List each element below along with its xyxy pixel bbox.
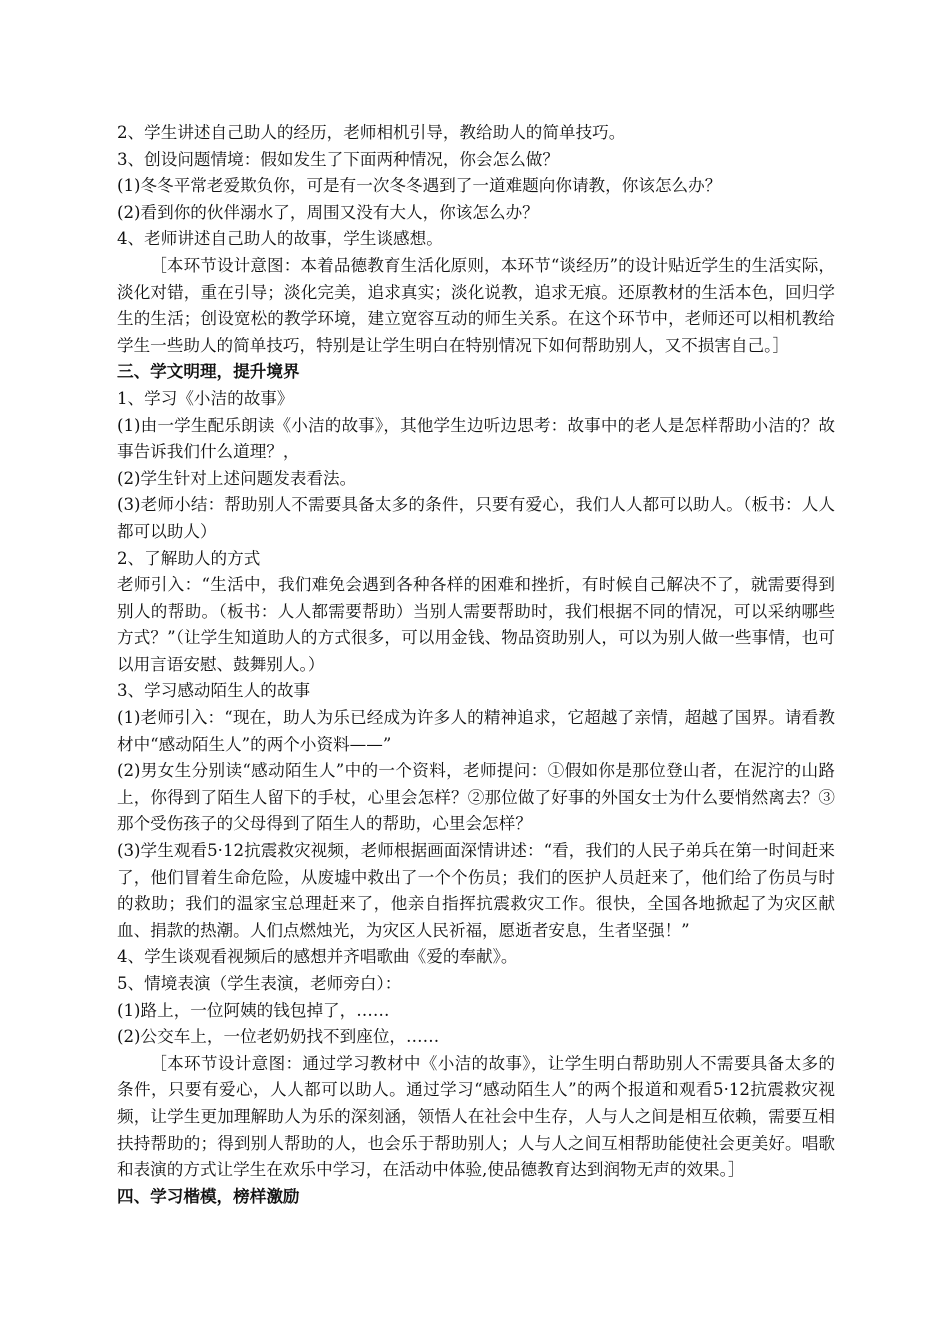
paragraph: (2)公交车上，一位老奶奶找不到座位，…… <box>117 1027 440 1047</box>
design-intent-note: ［本环节设计意图：本着品德教育生活化原则，本环节“谈经历”的设计贴近学生的生活实际，淡化对错，重在引导；淡化完美，追求真实；淡化说教，追求无痕。还原教材的生活本色，回归学生的生活；创设宽松的教学环境，建立宽容互动的师生关系。在这个环节中，老师还可以相机教给学生一些助人的简单技巧，特别是让学生明白在特别情况下如何帮助别人，又不损害自己。］ <box>117 255 835 355</box>
paragraph: (2)男女生分别读“感动陌生人”中的一个资料，老师提问：①假如你是那位登山者，在泥泞的山路上，你得到了陌生人留下的手杖，心里会怎样？②那位做了好事的外国女士为什么要悄然离去？③那个受伤孩子的父母得到了陌生人的帮助，心里会怎样？ <box>117 761 835 834</box>
paragraph: (1)老师引入：“现在，助人为乐已经成为许多人的精神追求，它超越了亲情，超越了国界。请看教材中“感动陌生人”的两个小资料——” <box>117 708 835 754</box>
paragraph: (2)学生针对上述问题发表看法。 <box>117 468 357 488</box>
paragraph: 4、老师讲述自己助人的故事，学生谈感想。 <box>117 229 443 249</box>
paragraph: (1)由一学生配乐朗读《小洁的故事》，其他学生边听边思考：故事中的老人是怎样帮助小洁的？故事告诉我们什么道理？， <box>117 415 835 462</box>
paragraph: 1、学习《小洁的故事》 <box>117 388 294 408</box>
paragraph: 3、学习感动陌生人的故事 <box>117 681 311 701</box>
paragraph: 2、学生讲述自己助人的经历，老师相机引导，教给助人的简单技巧。 <box>117 123 626 142</box>
paragraph: (3)学生观看5·12抗震救灾视频，老师根据画面深情讲述：“看，我们的人民子弟兵在第一时间赶来了，他们冒着生命危险，从废墟中救出了一个个伤员；我们的医护人员赶来了，他们给了伤员与时的救助；我们的温家宝总理赶来了，他亲自指挥抗震救灾工作。很快，全国各地掀起了为灾区献血、捐款的热潮。人们点燃烛光，为灾区人民祈福，愿逝者安息，生者坚强！” <box>117 841 835 940</box>
design-intent-note: ［本环节设计意图：通过学习教材中《小洁的故事》，让学生明白帮助别人不需要具备太多的条件，只要有爱心，人人都可以助人。通过学习“感动陌生人”的两个报道和观看5·12抗震救灾视频，让学生更加理解助人为乐的深刻涵，领悟人在社会中生存，人与人之间是相互依赖，需要互相扶持帮助的；得到别人帮助的人，也会乐于帮助别人；人与人之间互相帮助能使社会更美好。唱歌和表演的方式让学生在欢乐中学习，在活动中体验,使品德教育达到润物无声的效果。］ <box>117 1053 835 1180</box>
paragraph: 老师引入：“生活中，我们难免会遇到各种各样的困难和挫折，有时候自己解决不了，就需要得到别人的帮助。（板书：人人都需要帮助）当别人需要帮助时，我们根据不同的情况，可以采纳哪些方式？”（让学生知道助人的方式很多，可以用金钱、物品资助别人，可以为别人做一些事情，也可以用言语安慰、鼓舞别人。） <box>117 575 835 674</box>
paragraph: (2)看到你的伙伴溺水了，周围又没有大人，你该怎么办？ <box>117 202 539 222</box>
section-heading: 三、学文明理，提升境界 <box>117 362 300 382</box>
paragraph: (1)路上，一位阿姨的钱包掉了，…… <box>117 1000 390 1020</box>
section-heading: 四、学习楷模，榜样激励 <box>117 1186 300 1206</box>
paragraph: (3)老师小结：帮助别人不需要具备太多的条件，只要有爱心，我们人人都可以助人。（板书：人人都可以助人） <box>117 495 835 541</box>
paragraph: (1)冬冬平常老爱欺负你，可是有一次冬冬遇到了一道难题向你请教，你该怎么办？ <box>117 176 722 196</box>
paragraph: 2、了解助人的方式 <box>117 548 261 568</box>
paragraph: 5、情境表演（学生表演，老师旁白）： <box>117 974 402 993</box>
paragraph: 4、学生谈观看视频后的感想并齐唱歌曲《爱的奉献》。 <box>117 947 518 967</box>
paragraph: 3、创设问题情境：假如发生了下面两种情况，你会怎么做？ <box>117 149 559 169</box>
document-page <box>117 120 835 1210</box>
